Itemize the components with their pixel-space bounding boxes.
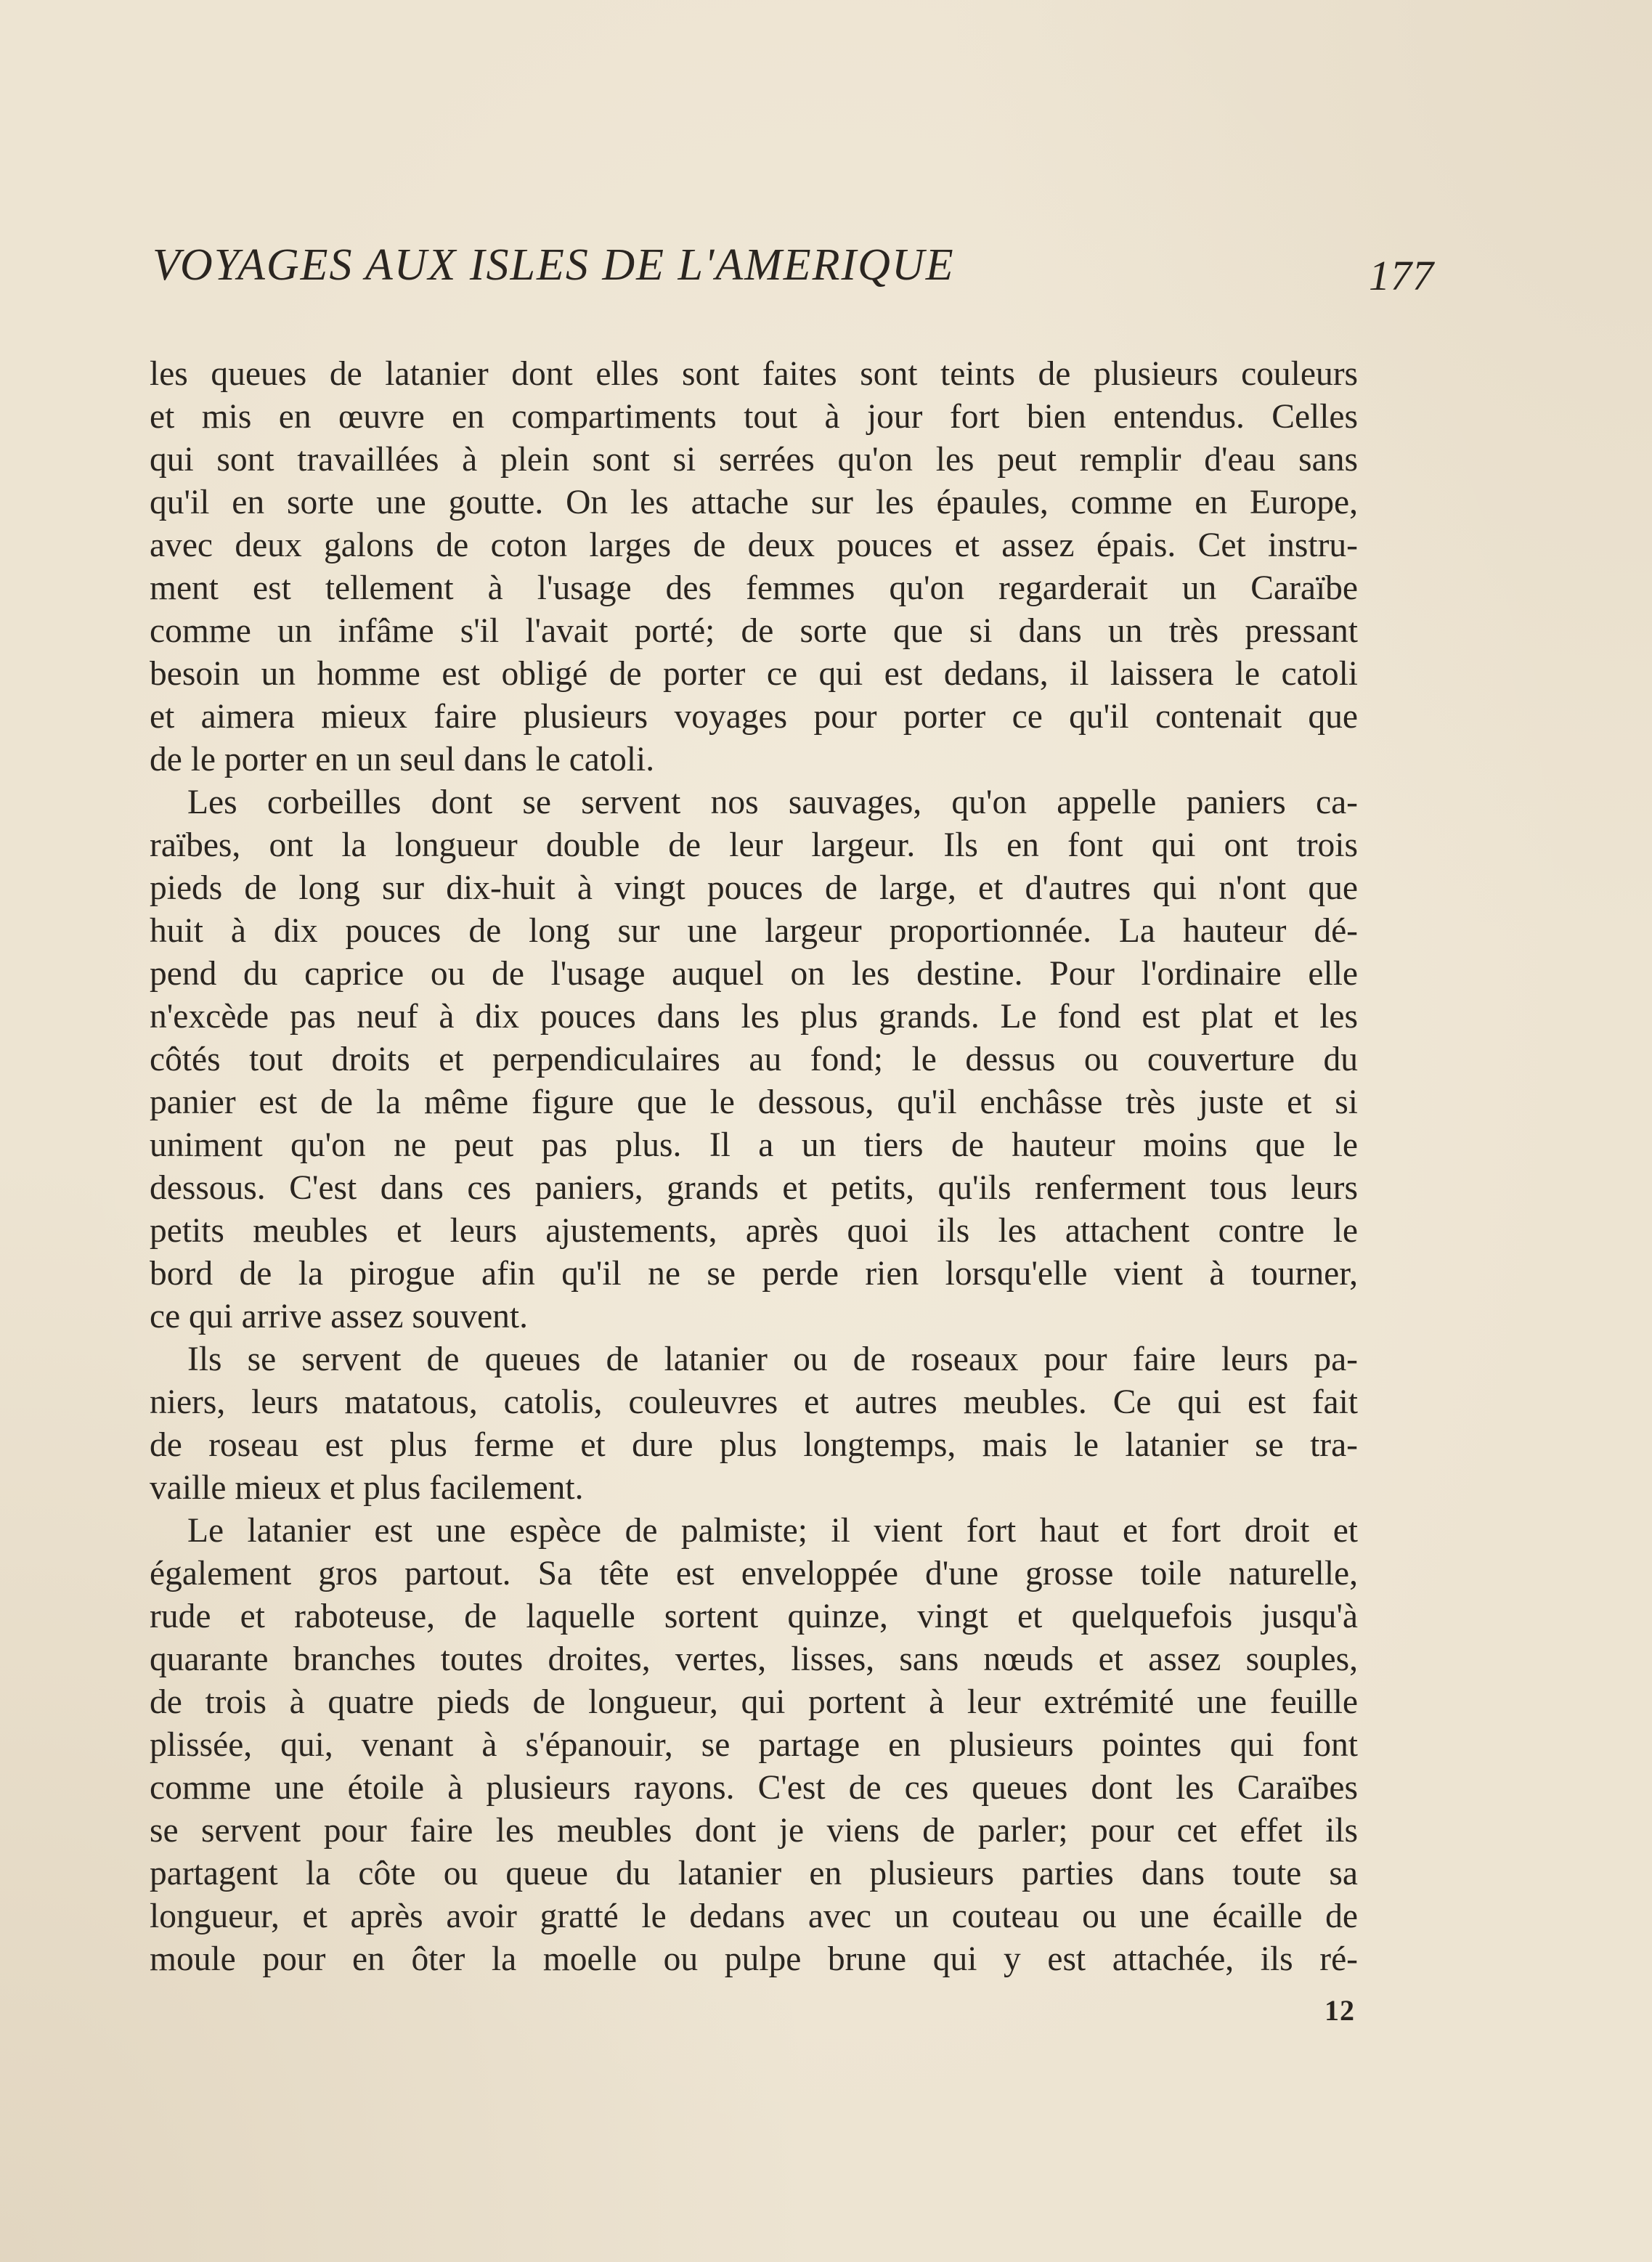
text-line: de roseau est plus ferme et dure plus longtemps, mais le latanier se tra- [150,1426,1358,1464]
text-line: besoin un homme est obligé de porter ce qui est dedans, il laissera le catoli [150,655,1358,693]
text-line: uniment qu'on ne peut pas plus. Il a un tiers de hauteur moins que le [150,1126,1358,1164]
text-line: longueur, et après avoir gratté le dedans avec un couteau ou une écaille de [150,1897,1358,1935]
text-line: ce qui arrive assez souvent. [150,1298,528,1335]
text-line: petits meubles et leurs ajustements, après quoi ils les attachent contre le [150,1212,1358,1250]
text-line: pend du caprice ou de l'usage auquel on les destine. Pour l'ordinaire elle [150,955,1358,993]
text-line: également gros partout. Sa tête est enveloppée d'une grosse toile naturelle, [150,1555,1358,1592]
text-line: ment est tellement à l'usage des femmes qu'on regarderait un Caraïbe [150,569,1358,607]
text-line: bord de la pirogue afin qu'il ne se perde rien lorsqu'elle vient à tourner, [150,1255,1358,1293]
text-line: les queues de latanier dont elles sont faites sont teints de plusieurs couleurs [150,355,1358,393]
text-line: et mis en œuvre en compartiments tout à jour fort bien entendus. Celles [150,398,1358,436]
text-line: et aimera mieux faire plusieurs voyages pour porter ce qu'il contenait que [150,698,1358,736]
text-line: Le latanier est une espèce de palmiste; il vient fort haut et fort droit et [187,1512,1358,1550]
signature-mark: 12 [1325,1994,1355,2027]
text-line: qu'il en sorte une goutte. On les attache sur les épaules, comme en Europe, [150,484,1358,521]
running-head [152,240,1354,320]
text-line: avec deux galons de coton larges de deux pouces et assez épais. Cet instru- [150,526,1358,564]
text-line: quarante branches toutes droites, vertes, lisses, sans nœuds et assez souples, [150,1640,1358,1678]
text-line: Les corbeilles dont se servent nos sauvages, qu'on appelle paniers ca- [187,784,1358,821]
text-line: rude et raboteuse, de laquelle sortent quinze, vingt et quelquefois jusqu'à [150,1598,1358,1635]
text-line: partagent la côte ou queue du latanier en plusieurs parties dans toute sa [150,1855,1358,1892]
running-title: VOYAGES AUX ISLES DE L'AMERIQUE [152,240,955,290]
text-line: Ils se servent de queues de latanier ou de roseaux pour faire leurs pa- [187,1340,1358,1378]
text-line: qui sont travaillées à plein sont si serrées qu'on les peut remplir d'eau sans [150,441,1358,479]
text-line: n'excède pas neuf à dix pouces dans les plus grands. Le fond est plat et les [150,998,1358,1036]
text-line: comme un infâme s'il l'avait porté; de sorte que si dans un très pressant [150,612,1358,650]
text-line: se servent pour faire les meubles dont je viens de parler; pour cet effet ils [150,1812,1358,1850]
text-line: de trois à quatre pieds de longueur, qui portent à leur extrémité une feuille [150,1683,1358,1721]
text-line: côtés tout droits et perpendiculaires au fond; le dessus ou couverture du [150,1041,1358,1078]
text-line: moule pour en ôter la moelle ou pulpe brune qui y est attachée, ils ré- [150,1940,1358,1978]
text-line: huit à dix pouces de long sur une largeur proportionnée. La hauteur dé- [150,912,1358,950]
text-line: plissée, qui, venant à s'épanouir, se partage en plusieurs pointes qui font [150,1726,1358,1764]
text-line: niers, leurs matatous, catolis, couleuvres et autres meubles. Ce qui est fait [150,1383,1358,1421]
page-number: 177 [1369,252,1434,299]
text-line: comme une étoile à plusieurs rayons. C'est de ces queues dont les Caraïbes [150,1769,1358,1807]
text-line: raïbes, ont la longueur double de leur largeur. Ils en font qui ont trois [150,826,1358,864]
body-text [150,353,1358,1981]
text-line: pieds de long sur dix-huit à vingt pouces de large, et d'autres qui n'ont que [150,869,1358,907]
text-line: de le porter en un seul dans le catoli. [150,741,655,778]
text-line: vaille mieux et plus facilement. [150,1469,584,1507]
text-line: dessous. C'est dans ces paniers, grands et petits, qu'ils renferment tous leurs [150,1169,1358,1207]
text-line: panier est de la même figure que le dessous, qu'il enchâsse très juste et si [150,1083,1358,1121]
